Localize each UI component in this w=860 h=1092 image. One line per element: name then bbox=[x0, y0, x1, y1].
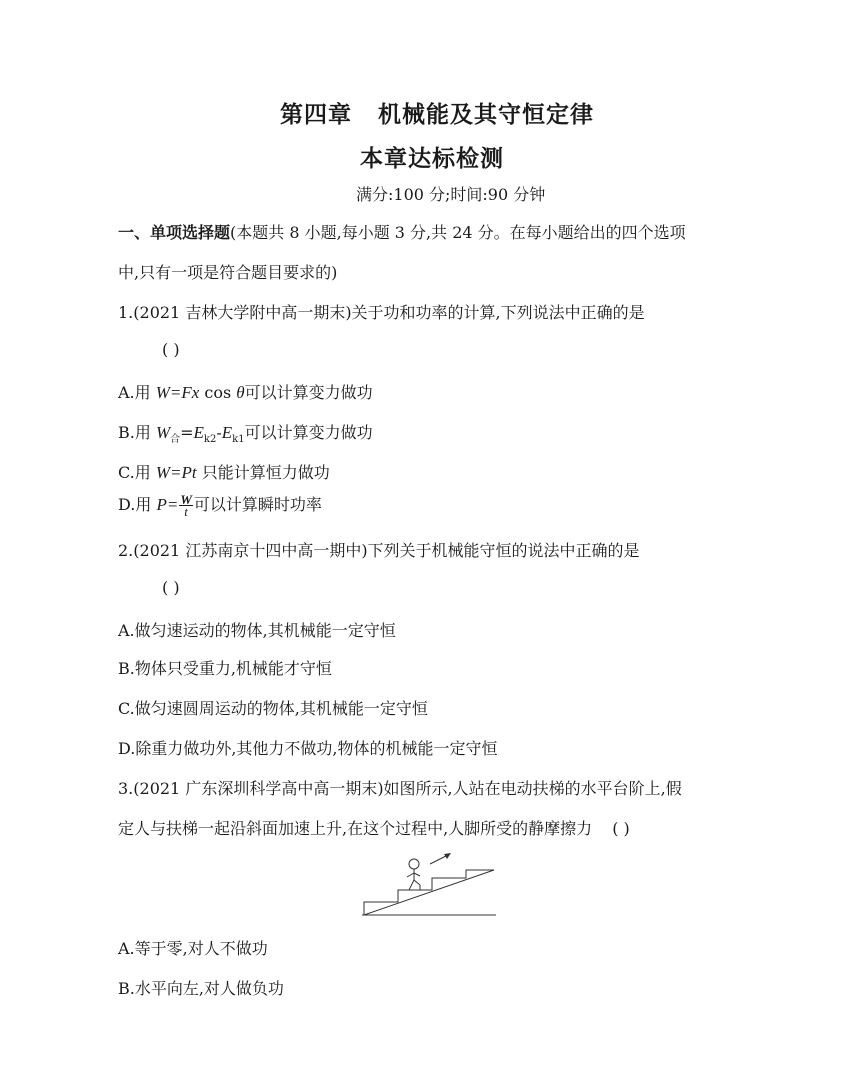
question-1-option-c bbox=[118, 460, 330, 483]
formula-e2: E bbox=[193, 423, 204, 442]
fraction-numerator: W bbox=[180, 492, 192, 507]
exam-meta: 满分:100 分;时间:90 分钟 bbox=[356, 185, 546, 204]
option-d-text: 可以计算瞬时功率 bbox=[193, 495, 322, 514]
formula-p: P= bbox=[156, 495, 179, 514]
question-2-answer-blank: ( ) bbox=[162, 578, 180, 597]
person-icon bbox=[407, 859, 420, 890]
formula-minus: - bbox=[216, 423, 222, 442]
formula-w-fx: W=Fx bbox=[155, 383, 200, 402]
chapter-name: 机械能及其守恒定律 bbox=[378, 102, 594, 128]
section-heading-line bbox=[118, 220, 686, 243]
question-1-option-d bbox=[118, 492, 322, 517]
question-3-answer-blank: ( ) bbox=[612, 819, 630, 838]
option-a-text: 可以计算变力做功 bbox=[244, 383, 373, 402]
formula-theta: θ bbox=[236, 383, 245, 402]
escalator-incline bbox=[364, 870, 494, 915]
section-description-cont: 中,只有一项是符合题目要求的) bbox=[118, 263, 338, 282]
question-2-option-c: C.做匀速圆周运动的物体,其机械能一定守恒 bbox=[118, 699, 428, 718]
acceleration-arrow-icon bbox=[430, 855, 448, 864]
question-3-stem-line1: 3.(2021 广东深圳科学高中高一期末)如图所示,人站在电动扶梯的水平台阶上,假 bbox=[118, 779, 682, 798]
fraction-denominator: t bbox=[184, 504, 188, 519]
page-subtitle: 本章达标检测 bbox=[360, 146, 504, 172]
formula-cos: cos bbox=[199, 383, 237, 402]
option-b-label: B.用 bbox=[118, 423, 151, 442]
chapter-number: 第四章 bbox=[280, 102, 352, 128]
question-3-stem-text: 定人与扶梯一起沿斜面加速上升,在这个过程中,人脚所受的静摩擦力 bbox=[118, 819, 593, 838]
section-description: (本题共 8 小题,每小题 3 分,共 24 分。在每小题给出的四个选项 bbox=[230, 223, 686, 242]
formula-w: W bbox=[155, 423, 171, 442]
formula-fraction bbox=[179, 494, 193, 517]
formula-w-pt: W=Pt bbox=[155, 463, 197, 482]
option-a-label: A.用 bbox=[118, 383, 151, 402]
formula-e2-sub: k2 bbox=[203, 434, 217, 446]
question-3-stem-line2 bbox=[118, 816, 630, 839]
formula-eq: = bbox=[180, 423, 194, 442]
option-c-text: 只能计算恒力做功 bbox=[196, 463, 330, 482]
question-3-option-a: A.等于零,对人不做功 bbox=[118, 939, 268, 958]
chapter-title bbox=[280, 96, 594, 129]
question-2-stem: 2.(2021 江苏南京十四中高一期中)下列关于机械能守恒的说法中正确的是 bbox=[118, 541, 640, 560]
option-d-label: D.用 bbox=[118, 495, 152, 514]
formula-w-sub: 合 bbox=[170, 434, 181, 446]
question-1-answer-blank: ( ) bbox=[162, 340, 180, 359]
formula-e1-sub: k1 bbox=[232, 434, 245, 446]
section-heading: 一、单项选择题 bbox=[118, 223, 231, 242]
question-2-option-a: A.做匀速运动的物体,其机械能一定守恒 bbox=[118, 621, 396, 640]
question-1-option-b bbox=[118, 420, 373, 445]
formula-e1: E bbox=[221, 423, 233, 442]
escalator-figure bbox=[360, 850, 500, 918]
option-b-text: 可以计算变力做功 bbox=[244, 423, 373, 442]
question-1-option-a bbox=[118, 380, 373, 403]
question-2-option-b: B.物体只受重力,机械能才守恒 bbox=[118, 659, 332, 678]
question-1-stem: 1.(2021 吉林大学附中高一期末)关于功和功率的计算,下列说法中正确的是 bbox=[118, 303, 645, 322]
option-c-label: C.用 bbox=[118, 463, 151, 482]
question-3-option-b: B.水平向左,对人做负功 bbox=[118, 979, 284, 998]
question-2-option-d: D.除重力做功外,其他力不做功,物体的机械能一定守恒 bbox=[118, 739, 498, 758]
